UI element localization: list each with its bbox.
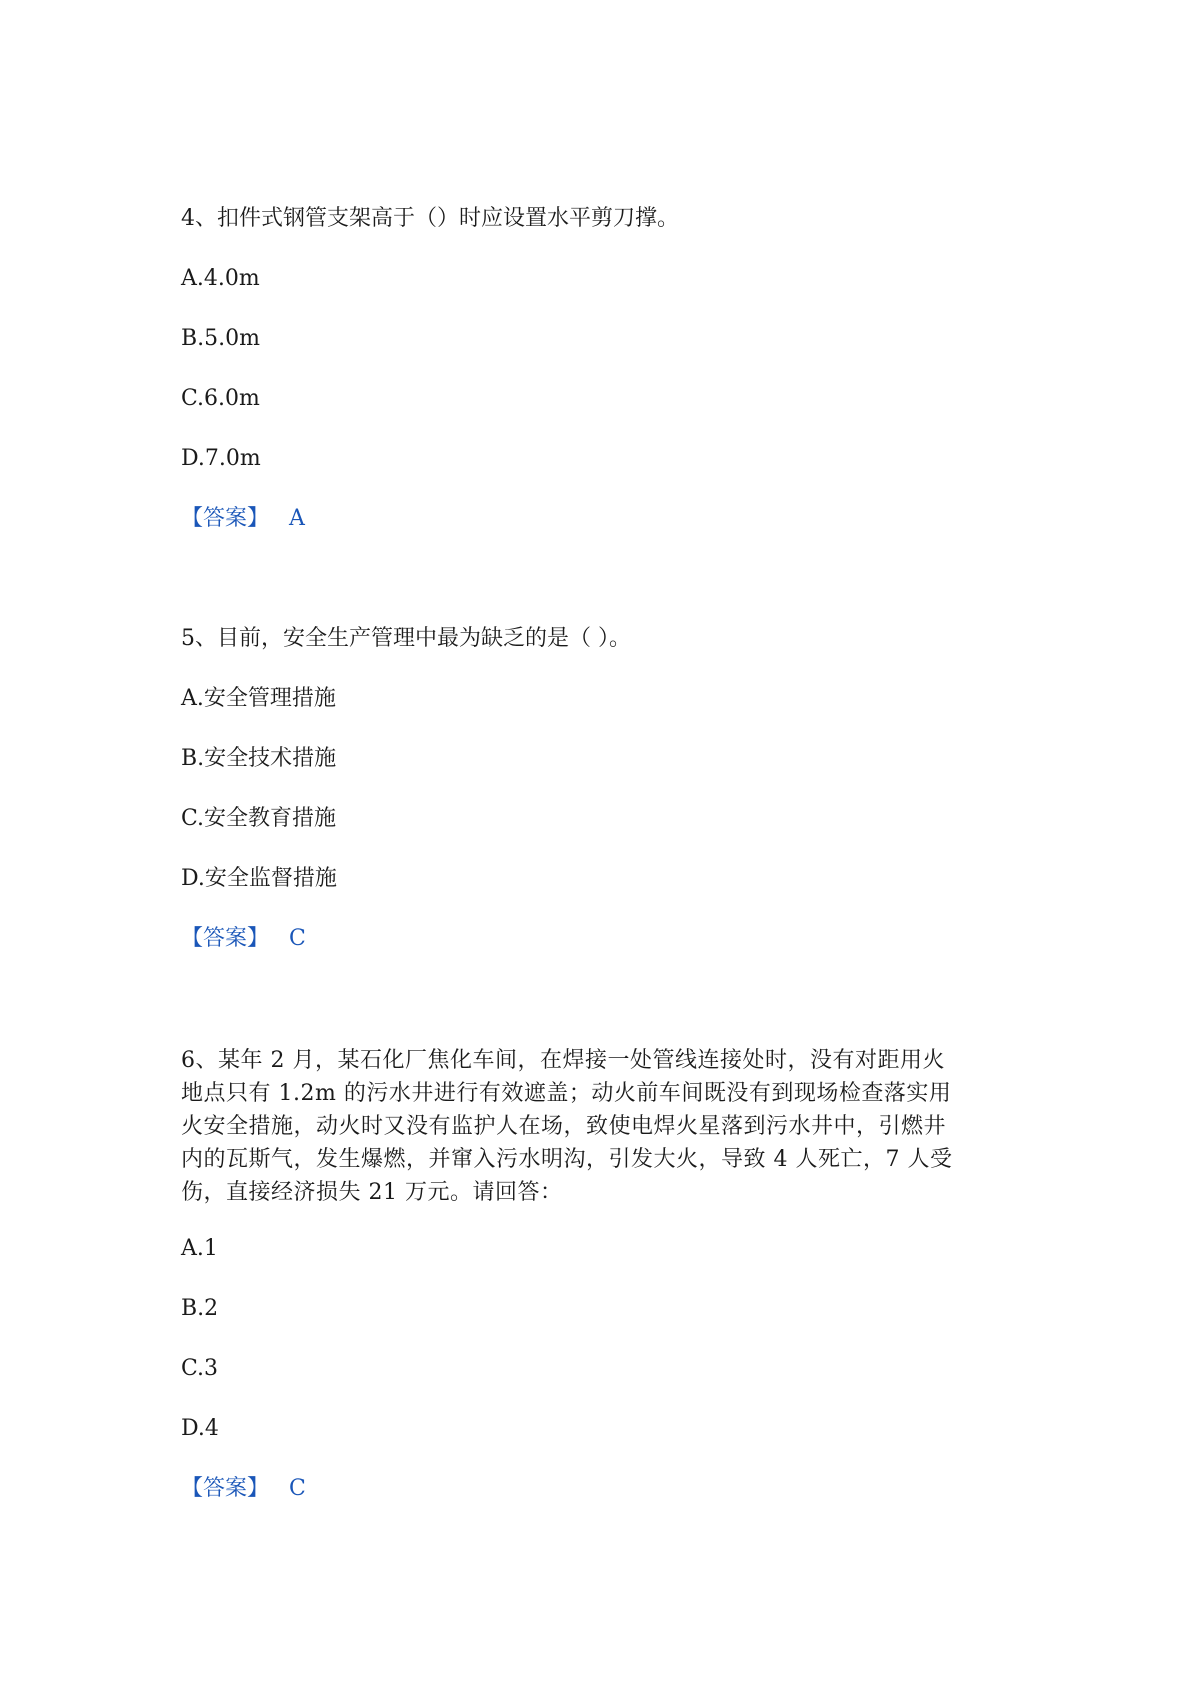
question-5-option-b: B.安全技术措施 bbox=[181, 746, 337, 771]
answer-label: 【答案】 bbox=[181, 506, 270, 531]
question-6-option-d: D.4 bbox=[181, 1416, 219, 1441]
question-6-option-a: A.1 bbox=[181, 1236, 218, 1261]
answer-label: 【答案】 bbox=[181, 1476, 270, 1501]
answer-value: C bbox=[289, 1476, 306, 1501]
question-6-option-c: C.3 bbox=[181, 1356, 219, 1381]
question-5-option-c: C.安全教育措施 bbox=[181, 806, 337, 831]
question-4-option-b: B.5.0m bbox=[181, 326, 261, 351]
question-4-option-d: D.7.0m bbox=[181, 446, 261, 471]
question-4-option-a: A.4.0m bbox=[181, 266, 260, 291]
question-4-option-c: C.6.0m bbox=[181, 386, 260, 411]
question-5-stem: 5、目前，安全生产管理中最为缺乏的是（ ）。 bbox=[181, 626, 631, 651]
answer-label: 【答案】 bbox=[181, 926, 270, 951]
question-6-stem: 6、某年 2 月，某石化厂焦化车间，在焊接一处管线连接处时，没有对距用火 地点只有 1.2m 的污水井进行有效遮盖；动火前车间既没有到现场检查落实用 火安全措施，动火时又没有监护人在场，致使电焊火星落到污水井中，引燃井 内的瓦斯气，发生爆燃，并窜入污水明沟，引发大火，导致 4 人死亡，7 人受 伤，直接经济损失 21 万元。请回答： bbox=[181, 1048, 953, 1205]
question-4-stem: 4、扣件式钢管支架高于（）时应设置水平剪刀撑。 bbox=[181, 206, 679, 231]
question-5-option-d: D.安全监督措施 bbox=[181, 866, 337, 891]
question-6-option-b: B.2 bbox=[181, 1296, 219, 1321]
question-6-answer bbox=[181, 1472, 306, 1505]
question-4-answer bbox=[181, 502, 305, 535]
answer-value: A bbox=[289, 506, 305, 531]
answer-value: C bbox=[289, 926, 306, 951]
question-5-option-a: A.安全管理措施 bbox=[181, 686, 336, 711]
question-5-answer bbox=[181, 922, 306, 955]
